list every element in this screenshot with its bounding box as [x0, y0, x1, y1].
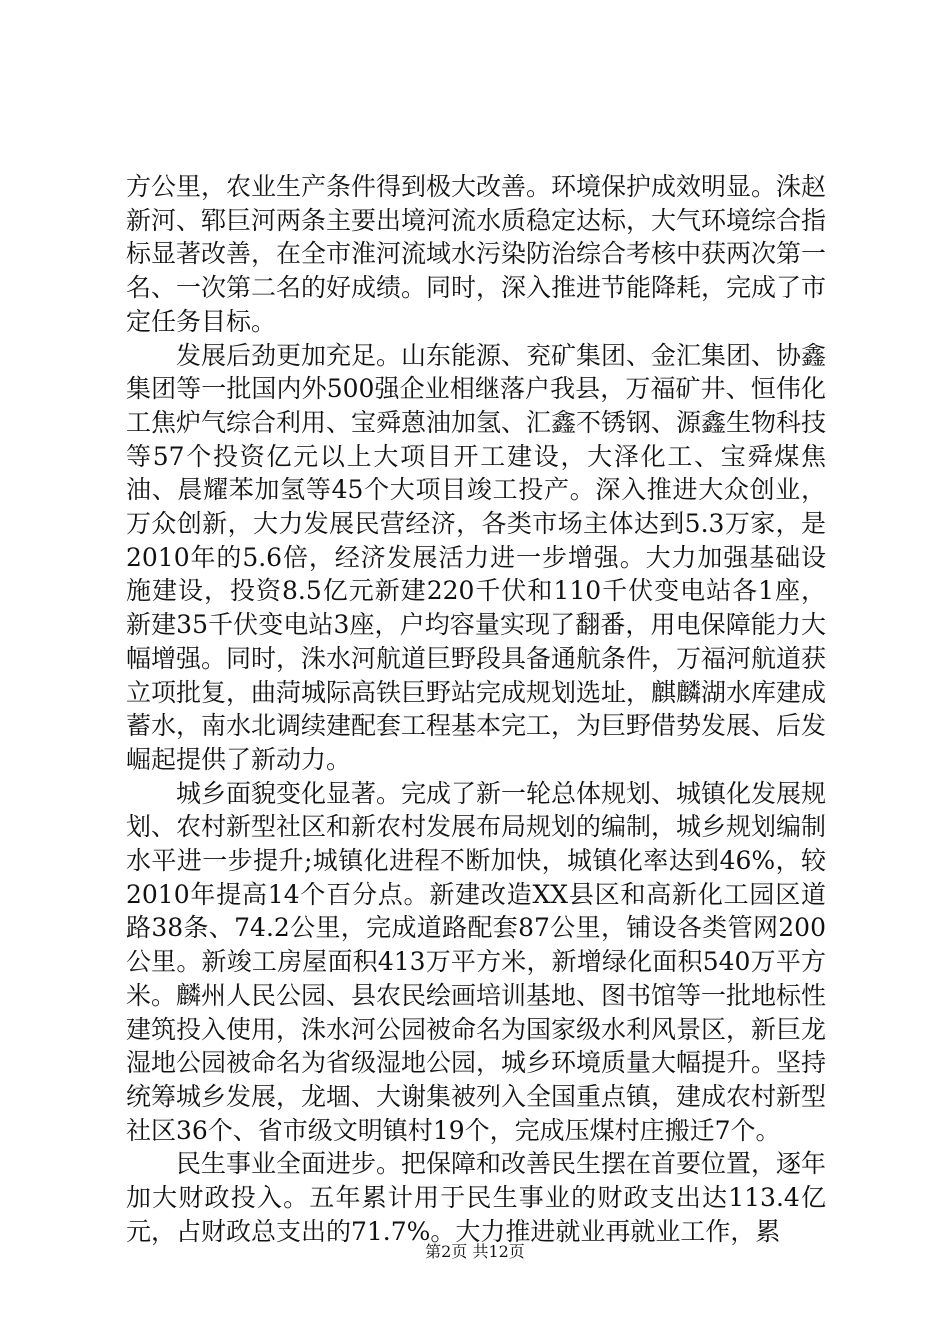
page-footer [0, 1242, 950, 1262]
paragraph-4: 民生事业全面进步。把保障和改善民生摆在首要位置，逐年加大财政投入。五年累计用于民生事业的财政支出达113.4亿元，占财政总支出的71.7%。大力推进就业再就业工作，累 [126, 1149, 827, 1246]
paragraph-2: 发展后劲更加充足。山东能源、兖矿集团、金汇集团、协鑫集团等一批国内外500强企业相继落户我县，万福矿井、恒伟化工焦炉气综合利用、宝舜蒽油加氢、汇鑫不锈钢、源鑫生物科技等57个投资亿元以上大项目开工建设，大泽化工、宝舜煤焦油、晨耀苯加氢等45个大项目竣工投产。深入推进大众创业，万众创新，大力发展民营经济，各类市场主体达到5.3万家，是2010年的5.6倍，经济发展活力进一步增强。大力加强基础设施建设，投资8.5亿元新建220千伏和110千伏变电站各1座，新建35千伏变电站3座，户均容量实现了翻番，用电保障能力大幅增强。同时，洙水河航道巨野段具备通航条件，万福河航道获立项批复，曲菏城际高铁巨野站完成规划选址，麒麟湖水库建成蓄水，南水北调续建配套工程基本完工，为巨野借势发展、后发崛起提供了新动力。 [126, 340, 827, 774]
document-body [126, 170, 826, 1249]
page-number-label: 第2页 共12页 [425, 1242, 525, 1261]
paragraph-3: 城乡面貌变化显著。完成了新一轮总体规划、城镇化发展规划、农村新型社区和新农村发展布局规划的编制，城乡规划编制水平进一步提升;城镇化进程不断加快，城镇化率达到46%，较2010年提高14个百分点。新建改造XX县区和高新化工园区道路38条、74.2公里，完成道路配套87公里，铺设各类管网200公里。新竣工房屋面积413万平方米，新增绿化面积540万平方米。麟州人民公园、县农民绘画培训基地、图书馆等一批地标性建筑投入使用，洙水河公园被命名为国家级水利风景区，新巨龙湿地公园被命名为省级湿地公园，城乡环境质量大幅提升。坚持统筹城乡发展，龙堌、大谢集被列入全国重点镇，建成农村新型社区36个、省市级文明镇村19个，完成压煤村庄搬迁7个。 [126, 778, 827, 1145]
paragraph-1: 方公里，农业生产条件得到极大改善。环境保护成效明显。洙赵新河、郓巨河两条主要出境河流水质稳定达标，大气环境综合指标显著改善，在全市淮河流域水污染防治综合考核中获两次第一名、一次第二名的好成绩。同时，深入推进节能降耗，完成了市定任务目标。 [126, 172, 827, 336]
